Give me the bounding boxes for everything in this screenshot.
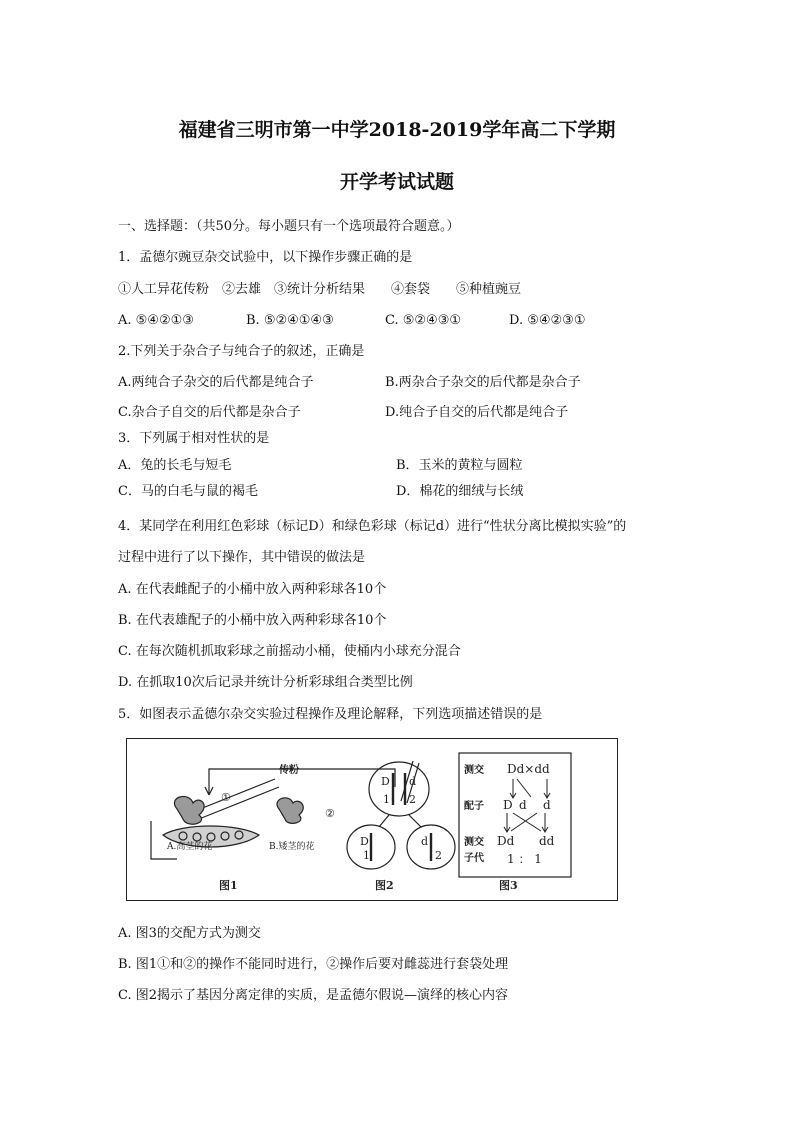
- question-2-option-c: C.杂合子自交的后代都是杂合子: [118, 405, 301, 420]
- brush-handle: [195, 779, 279, 819]
- offspring-label-1: 测交: [464, 837, 484, 848]
- gamete-d-lower-2: d: [543, 798, 551, 812]
- label-plant-a: A.高茎的花: [167, 842, 213, 852]
- figure-drawing: [127, 739, 619, 902]
- g2-top-left: D: [381, 775, 390, 788]
- question-5-figure: [126, 738, 618, 901]
- question-4-stem-line1: 4．某同学在利用红色彩球（标记D）和绿色彩球（标记d）进行“性状分离比模拟实验”的: [118, 519, 627, 534]
- gamete-d-upper: D: [503, 798, 513, 812]
- offspring-label-2: 子代: [464, 853, 484, 864]
- g2-bl-letter: D: [360, 835, 369, 848]
- label-circle1: ①: [221, 791, 231, 804]
- question-5-option-c: C. 图2揭示了基因分离定律的实质，是孟德尔假说—演绎的核心内容: [118, 988, 509, 1003]
- flower-a: [174, 796, 204, 824]
- g2-br-num: 2: [435, 849, 442, 862]
- question-2-stem: 2.下列关于杂合子与纯合子的叙述，正确是: [118, 344, 365, 359]
- flower-b: [277, 798, 303, 823]
- question-2-option-b: B.两杂合子杂交的后代都是杂合子: [385, 375, 581, 390]
- question-1-option-d: D. ⑤④②③①: [509, 313, 586, 328]
- label-fig2: 图2: [375, 879, 394, 892]
- g2-num1: 1: [383, 793, 390, 806]
- cell-top: [369, 762, 429, 816]
- cross-label: 测交: [464, 765, 484, 776]
- gamete-label: 配子: [464, 801, 484, 812]
- question-4-option-a: A. 在代表雌配子的小桶中放入两种彩球各10个: [118, 582, 387, 597]
- question-1-option-a: A. ⑤④②①③: [118, 313, 194, 328]
- pollination-arrow-line: [209, 769, 395, 795]
- g2-bl-num: 1: [363, 849, 370, 862]
- question-4-option-d: D. 在抓取10次后记录并统计分析彩球组合类型比例: [118, 675, 413, 690]
- question-4-option-b: B. 在代表雄配子的小桶中放入两种彩球各10个: [118, 613, 387, 628]
- question-3-option-c: C．马的白毛与鼠的褐毛: [118, 484, 258, 499]
- question-3-option-d: D．棉花的细绒与长绒: [396, 484, 524, 499]
- gamete-d-lower-1: d: [519, 798, 527, 812]
- label-fig1: 图1: [219, 879, 238, 892]
- page-subtitle: 开学考试试题: [339, 171, 454, 193]
- question-2-option-a: A.两纯合子杂交的后代都是纯合子: [118, 375, 314, 390]
- cross-expression: Dd×dd: [507, 762, 550, 776]
- offspring-dd-homo: dd: [539, 834, 555, 848]
- question-1-steps: ①人工异花传粉 ②去雄 ③统计分析结果 ④套袋 ⑤种植豌豆: [118, 282, 522, 297]
- question-4-option-c: C. 在每次随机抓取彩球之前摇动小桶，使桶内小球充分混合: [118, 644, 461, 659]
- g2-br-letter: d: [421, 835, 429, 848]
- g2-num2: 2: [409, 793, 416, 806]
- question-3-option-b: B．玉米的黄粒与圆粒: [396, 458, 523, 473]
- question-1-option-c: C. ⑤②④③①: [385, 313, 462, 328]
- label-chuanfen: 传粉: [279, 765, 299, 776]
- question-5-option-a: A. 图3的交配方式为测交: [118, 926, 261, 941]
- offspring-ratio: 1 ： 1: [507, 852, 542, 866]
- question-3-option-a: A．兔的长毛与短毛: [118, 458, 232, 473]
- question-5-stem: 5．如图表示孟德尔杂交实验过程操作及理论解释，下列选项描述错误的是: [118, 707, 543, 722]
- label-circle2: ②: [325, 807, 335, 820]
- question-5-option-b: B. 图1①和②的操作不能同时进行，②操作后要对雌蕊进行套袋处理: [118, 957, 509, 972]
- question-2-option-d: D.纯合子自交的后代都是纯合子: [385, 405, 569, 420]
- question-1-option-b: B. ⑤②④①④③: [246, 313, 334, 328]
- label-fig3: 图3: [499, 879, 518, 892]
- question-1-stem: 1．孟德尔豌豆杂交试验中，以下操作步骤正确的是: [118, 250, 413, 265]
- question-4-stem-line2: 过程中进行了以下操作，其中错误的做法是: [118, 550, 366, 565]
- g2-top-right: d: [409, 775, 417, 788]
- question-3-stem: 3．下列属于相对性状的是: [118, 431, 270, 446]
- label-plant-b: B.矮茎的花: [269, 842, 315, 852]
- section-heading: 一、选择题：（共50分。每小题只有一个选项最符合题意。）: [118, 219, 460, 234]
- offspring-dd-hetero: Dd: [497, 834, 515, 848]
- page-title: 福建省三明市第一中学2018-2019学年高二下学期: [178, 119, 616, 141]
